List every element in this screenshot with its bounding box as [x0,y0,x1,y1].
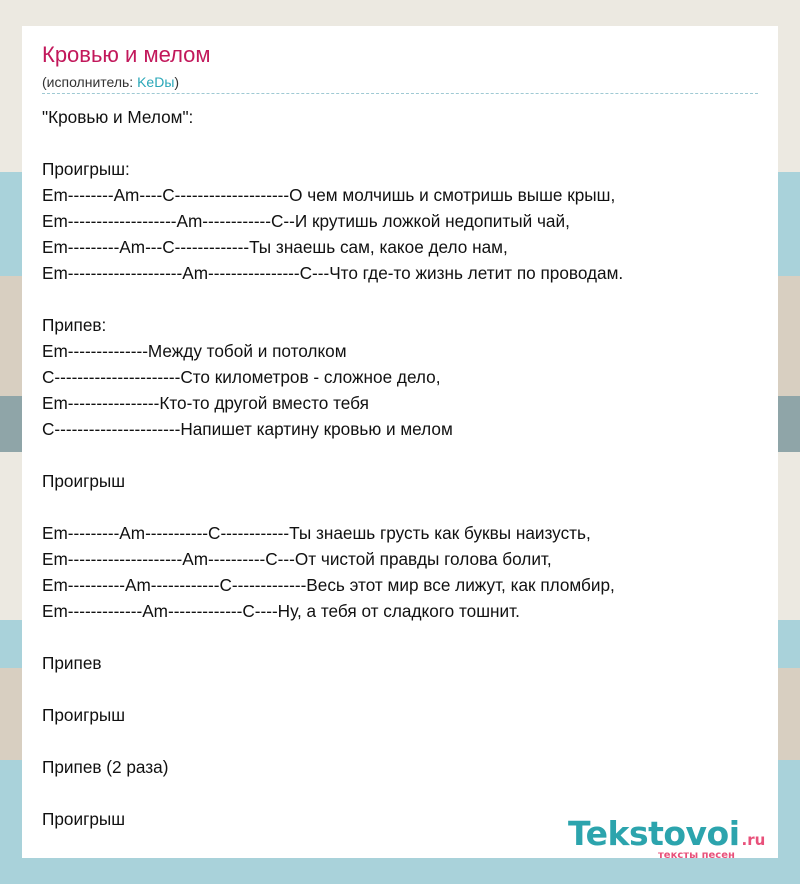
lyrics-text [42,104,623,832]
lyrics-card [22,26,778,861]
lyrics-line: Em--------------Между тобой и потолком [42,341,347,361]
lyrics-line: "Кровью и Мелом": [42,107,194,127]
lyrics-line [42,442,623,468]
lyrics-line: Em----------Am------------C-------------Весь этот мир все лижут, как пломбир, [42,575,615,595]
lyrics-line: Em-------------Am-------------C----Ну, а тебя от сладкого тошнит. [42,601,520,621]
lyrics-line [42,676,623,702]
logo-name: Tekstovoi [568,814,740,853]
lyrics-line: Проигрыш [42,705,126,725]
lyrics-line: C----------------------Сто километров - сложное дело, [42,367,441,387]
song-title: Кровью и мелом [42,42,211,67]
lyrics-line: Проигрыш [42,471,126,491]
lyrics-line: Em----------------Кто-то другой вместо тебя [42,393,369,413]
lyrics-line [42,494,623,520]
lyrics-line: Em--------Am----C--------------------О чем молчишь и смотришь выше крыш, [42,185,616,205]
lyrics-line [42,286,623,312]
lyrics-line: Em---------Am-----------C------------Ты знаешь грусть как буквы наизусть, [42,523,591,543]
lyrics-line: C----------------------Напишет картину кровью и мелом [42,419,453,439]
lyrics-line: Em--------------------Am----------------C---Что где-то жизнь летит по проводам. [42,263,624,283]
artist-link[interactable]: KeDы [137,74,175,90]
artist-line [42,74,179,90]
site-logo[interactable] [568,814,766,861]
title-divider [42,93,758,94]
artist-suffix: ) [174,74,180,90]
logo-tagline: тексты песен [658,850,735,861]
lyrics-line: Проигрыш: [42,159,130,179]
lyrics-line [42,130,623,156]
lyrics-line: Em--------------------Am----------C---От чистой правды голова болит, [42,549,552,569]
lyrics-line [42,780,623,806]
lyrics-line: Припев (2 раза) [42,757,169,777]
lyrics-line [42,728,623,754]
lyrics-line: Припев [42,653,102,673]
artist-prefix: (исполнитель: [42,74,138,90]
lyrics-line: Em---------Am---C-------------Ты знаешь сам, какое дело нам, [42,237,508,257]
logo-tld: .ru [741,831,766,849]
lyrics-line: Проигрыш [42,809,126,829]
lyrics-line: Em-------------------Am------------C--И крутишь ложкой недопитый чай, [42,211,570,231]
lyrics-line [42,624,623,650]
lyrics-line: Припев: [42,315,107,335]
